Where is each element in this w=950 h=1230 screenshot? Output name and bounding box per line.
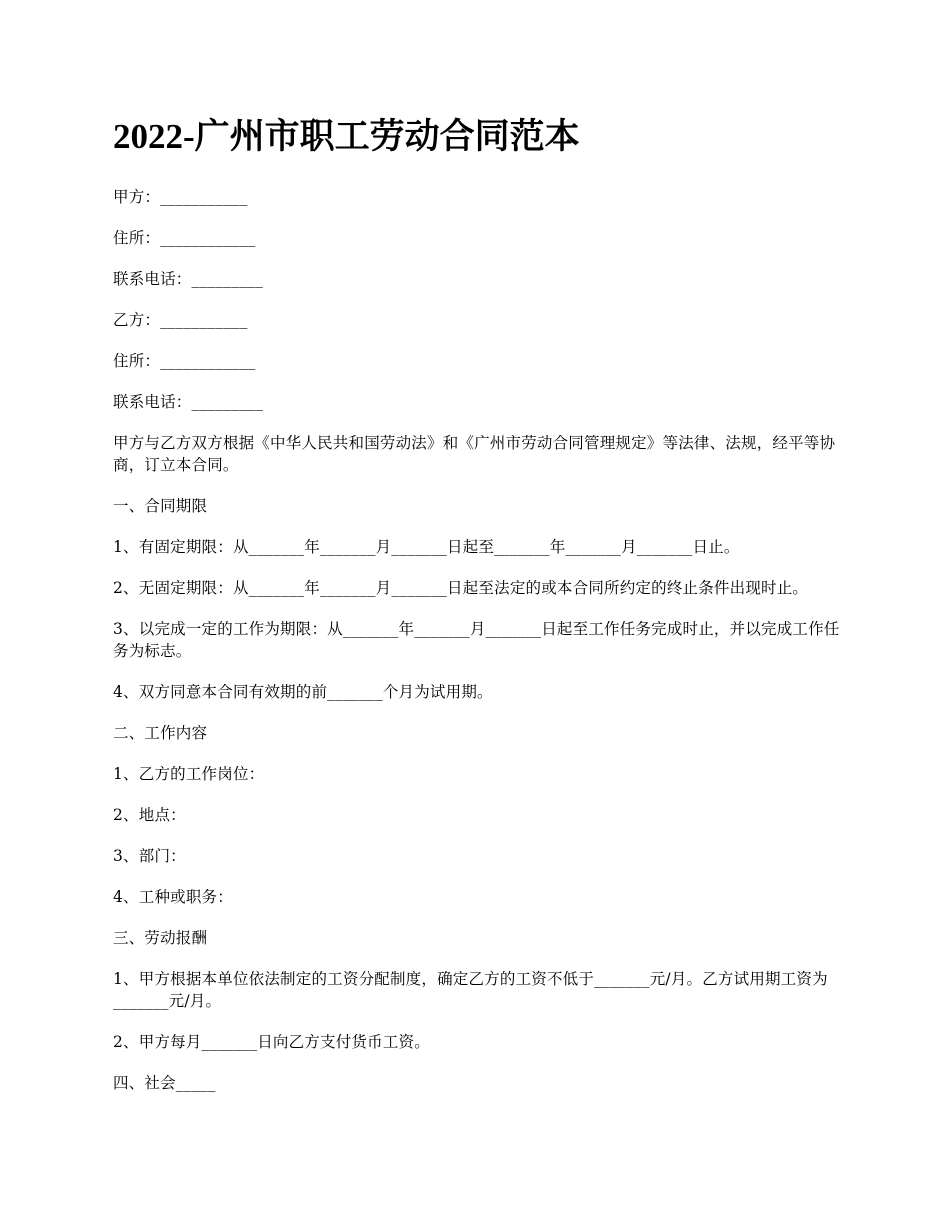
document-page bbox=[113, 112, 843, 1113]
section-heading-work: 二、工作内容 bbox=[113, 724, 208, 742]
clause-department: 3、部门： bbox=[113, 847, 186, 865]
preamble-paragraph: 甲方与乙方双方根据《中华人民共和国劳动法》和《广州市劳动合同管理规定》等法律、法规，经平等协商，订立本合同。 bbox=[113, 434, 836, 474]
clause-pay-day: 2、甲方每月_______日向乙方支付货币工资。 bbox=[113, 1033, 430, 1051]
section-heading-social: 四、社会_____ bbox=[113, 1074, 216, 1092]
clause-fixed-term: 1、有固定期限：从_______年_______月_______日起至_______年_______月_______日止。 bbox=[113, 538, 740, 556]
clause-probation: 4、双方同意本合同有效期的前_______个月为试用期。 bbox=[113, 683, 493, 701]
document-title: 2022-广州市职工劳动合同范本 bbox=[113, 117, 580, 156]
party-a-address-line: 住所：____________ bbox=[113, 229, 256, 247]
clause-salary: 1、甲方根据本单位依法制定的工资分配制度，确定乙方的工资不低于_______元/月。乙方试用期工资为_______元/月。 bbox=[113, 970, 828, 1010]
party-b-line: 乙方：___________ bbox=[113, 311, 248, 329]
section-heading-pay: 三、劳动报酬 bbox=[113, 929, 208, 947]
clause-task-term: 3、以完成一定的工作为期限：从_______年_______月_______日起至工作任务完成时止，并以完成工作任务为标志。 bbox=[113, 620, 840, 660]
clause-position: 1、乙方的工作岗位： bbox=[113, 765, 265, 783]
party-a-phone-line: 联系电话：_________ bbox=[113, 270, 264, 288]
clause-job-type: 4、工种或职务： bbox=[113, 888, 233, 906]
party-b-phone-line: 联系电话：_________ bbox=[113, 393, 264, 411]
party-b-address-line: 住所：____________ bbox=[113, 352, 256, 370]
clause-location: 2、地点： bbox=[113, 806, 186, 824]
clause-open-term: 2、无固定期限：从_______年_______月_______日起至法定的或本合同所约定的终止条件出现时止。 bbox=[113, 579, 809, 597]
party-a-line: 甲方：___________ bbox=[113, 188, 248, 206]
section-heading-term: 一、合同期限 bbox=[113, 497, 208, 515]
